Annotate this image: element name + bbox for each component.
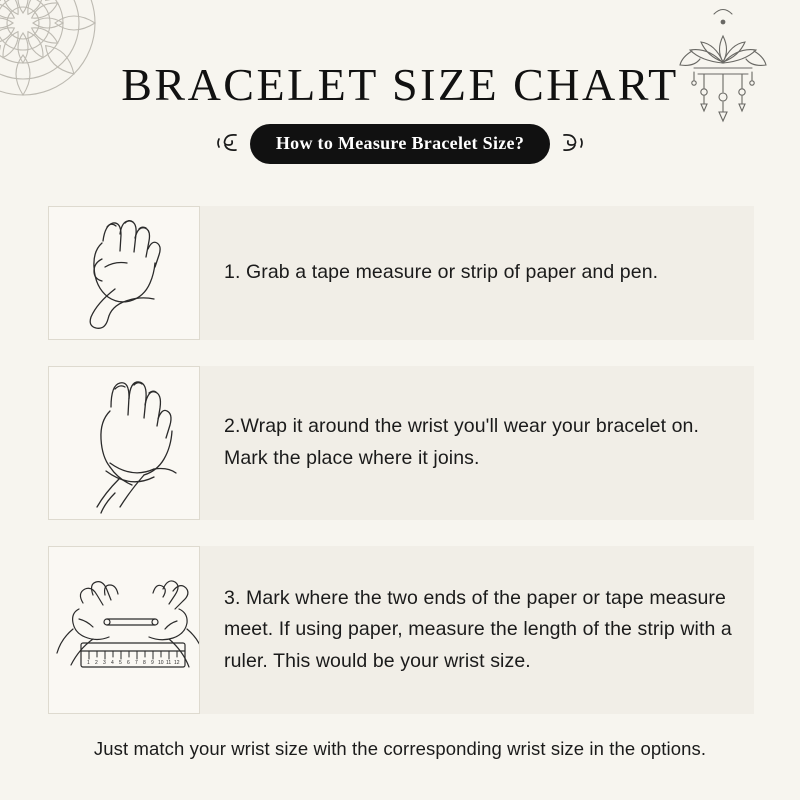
subtitle-badge: How to Measure Bracelet Size?: [250, 124, 550, 164]
subtitle-row: [0, 124, 800, 164]
svg-text:2: 2: [95, 660, 98, 666]
svg-text:4: 4: [111, 660, 114, 666]
footer-note: Just match your wrist size with the corresponding wrist size in the options.: [93, 738, 707, 759]
hand-wrapping-tape-around-wrist-icon: [48, 366, 200, 520]
svg-text:5: 5: [119, 660, 122, 666]
steps-list: [48, 206, 754, 740]
step-text: 3. Mark where the two ends of the paper or tape measure meet. If using paper, measure the length of the strip with a ruler. This would be your wrist size.: [224, 586, 732, 672]
step-text: 1. Grab a tape measure or strip of paper and pen.: [224, 261, 659, 284]
list-item: [48, 546, 754, 714]
swirl-flourish-icon: [560, 130, 586, 156]
svg-text:11: 11: [166, 660, 172, 666]
svg-text:3: 3: [103, 660, 106, 666]
svg-text:8: 8: [143, 660, 146, 666]
step-text: 2.Wrap it around the wrist you'll wear your bracelet on. Mark the place where it joins.: [224, 415, 700, 469]
svg-text:6: 6: [127, 660, 130, 666]
page-title: BRACELET SIZE CHART: [121, 59, 679, 110]
svg-text:12: 12: [174, 660, 180, 666]
list-item: [48, 366, 754, 520]
svg-text:9: 9: [151, 660, 154, 666]
list-item: [48, 206, 754, 340]
hands-measuring-strip-with-ruler-icon: [48, 546, 200, 714]
svg-text:1: 1: [87, 660, 90, 666]
hand-holding-tape-measure-icon: [48, 206, 200, 340]
svg-text:7: 7: [135, 660, 138, 666]
swirl-flourish-icon: [214, 130, 240, 156]
svg-text:10: 10: [158, 660, 164, 666]
